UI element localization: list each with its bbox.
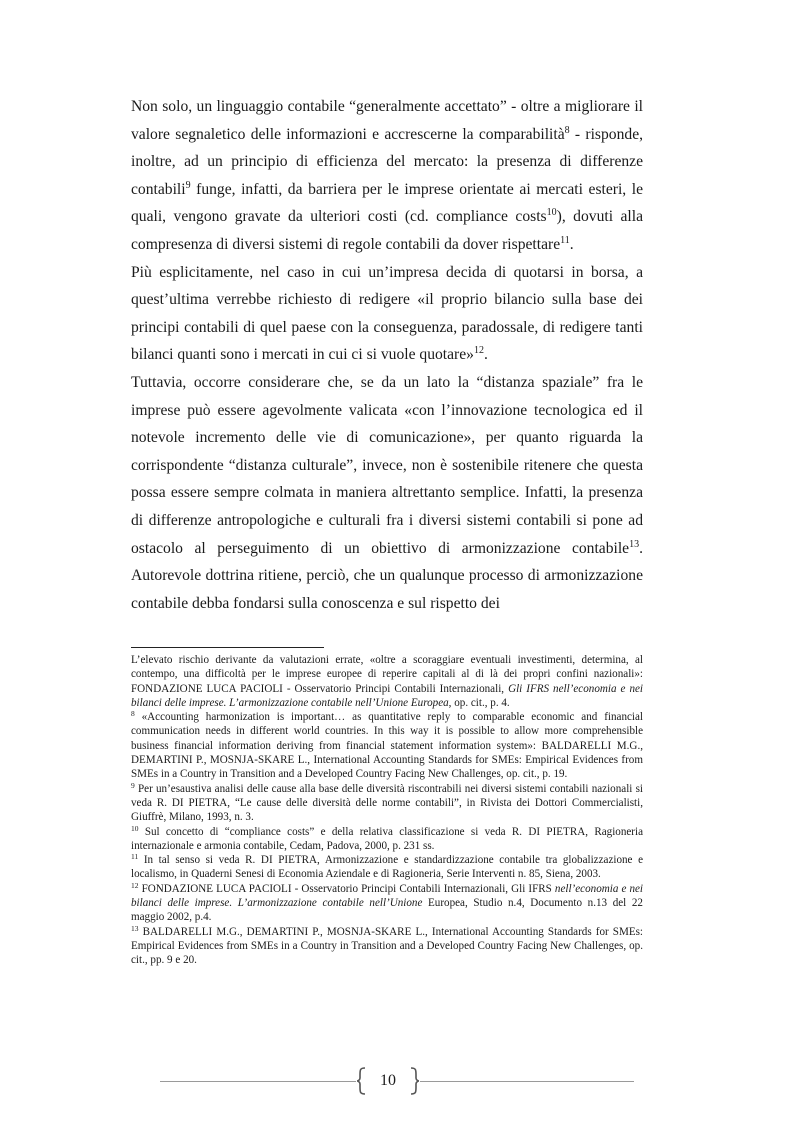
paragraph-1: Non solo, un linguaggio contabile “generalmente accettato” - oltre a migliorare il valore segnaletico delle informazioni e accrescerne la comparabilità$^8$ - risponde, inoltre, ad un principio di efficienza del mercato: la presenza di differenze contabili$^9$ funge, infatti, da barriera per le imprese orientate ai mercati esteri, le quali, vengono gravate da ulteriori costi (cd. compliance costs$^{10}$), dovuti alla compresenza di diversi sistemi di regole contabili da dover rispettare$^{11}$. [131,98,644,253]
paragraph-3: Tuttavia, occorre considerare che, se da un lato la “distanza spaziale” fra le imprese può essere agevolmente valicata «con l’innovazione tecnologica ed il notevole incremento delle vie di comunicazione», per quanto riguarda la corrispondente “distanza culturale”, invece, non è sostenibile ritenere che questa possa essere sempre colmata in maniera altrettanto semplice. Infatti, la presenza di differenze antropologiche e culturali fra i diversi sistemi contabili si pone ad ostacolo al perseguimento di un obiettivo di armonizzazione contabile$^{13}$. Autorevole dottrina ritiene, perciò, che un qualunque processo di armonizzazione contabile debba fondarsi sulla conoscenza e sul rispetto dei [131,373,643,612]
footnote-ref-10[interactable]: 10 [546,207,557,219]
footnote-12: $^{12}$ FONDAZIONE LUCA PACIOLI - Osservatorio Principi Contabili Internazionali, Gli IFRS nell’economia e nei bilanci delle imprese. L’armonizzazione contabile nell’Unione Europea, Studio n.4, Documento n.13 del 22 maggio 2002, p.4. [131,880,644,924]
footnote-ref-11[interactable]: 11 [560,234,570,246]
page-number-box [357,1066,419,1096]
paragraph-2: Più esplicitamente, nel caso in cui un’impresa decida di quotarsi in borsa, a quest’ultima verrebbe richiesto di redigere «il proprio bilancio sulla base dei principi contabili di quel paese con la conseguenza, paradossale, di redigere tanti bilanci quanti sono i mercati in cui ci si vuole quotare»$^{12}$. [131,263,643,364]
footnote-13: $^{13}$ BALDARELLI M.G., DEMARTINI P., MOSNJA-SKARE L., International Accounting Standards for SMEs: Empirical Evidences from SMEs in a Country in Transition and a Developed Country Facing New Challenges, op. cit., pp. 9 e 20. [131,923,643,967]
page-number: 10 [380,1072,396,1089]
footnote-11: $^{11}$ In tal senso si veda R. DI PIETRA, Armonizzazione e standardizzazione contabile tra globalizzazione e localismo, in Quaderni Senesi di Economia Aziendale e di Ragioneria, Serie Interventi n. 85, Siena, 2003. [131,852,643,881]
footnote-ref-9[interactable]: 9 [185,179,191,191]
footnote-continued: L’elevato rischio derivante da valutazioni errate, «oltre a scoraggiare eventuali investimenti, determina, al contempo, una difficoltà per le imprese europee di reperire capitali al di là dei propri confini nazionali»: FONDAZIONE LUCA PACIOLI - Osservatorio Principi Contabili Internazionali, Gli IFRS nell’economia e nei bilanci delle imprese. L’armonizzazione contabile nell’Unione Europea, op. cit., p. 4. [131,654,643,709]
footnote-9: $^9$ Per un’esaustiva analisi delle cause alla base delle diversità riscontrabili nei diversi sistemi contabili nazionali si veda R. DI PIETRA, “Le cause delle diversità delle norme contabili”, in Rivista dei Dottori Commercialisti, Giuffrè, Milano, 1993, n. 3. [131,780,643,824]
footnote-separator [131,647,324,648]
footnotes [131,653,643,968]
footnote-ref-8[interactable]: 8 [564,124,570,136]
footer-rule-right [420,1081,634,1082]
footnote-8: $^8$ «Accounting harmonization is important… as quantitative reply to comparable economic and financial communication needs in different world countries. In this way it is possible to allow more comprehensible business financial information deriving from financial statement information system»: BALDARELLI M.G., DEMARTINI P., MOSNJA-SKARE L., International Accounting Standards for SMEs: Empirical Evidences from SMEs in a Country in Transition and a Developed Country Facing New Challenges, op. cit., p. 19. [131,709,643,781]
body-text [131,93,643,617]
footnote-ref-13[interactable]: 13 [629,538,640,550]
footnote-10: $^{10}$ Sul concetto di “compliance costs” e della relativa classificazione si veda R. DI PIETRA, Ragioneria internazionale e armonia contabile, Cedam, Padova, 2000, p. 231 ss. [131,823,643,852]
footnote-ref-12[interactable]: 12 [473,345,484,357]
footer-rule-left [160,1081,356,1082]
